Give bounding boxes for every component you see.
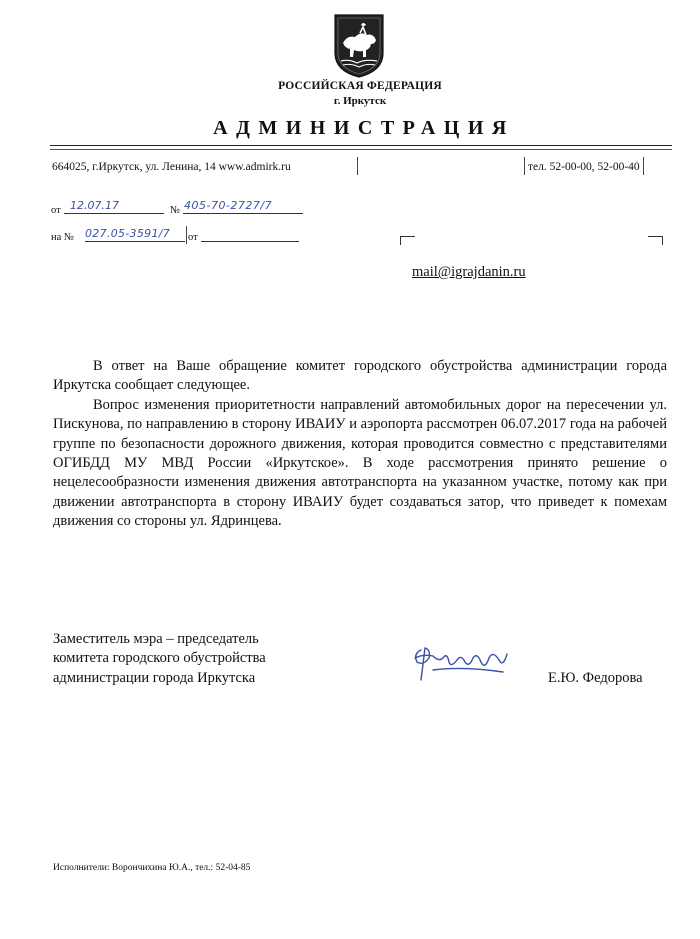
reference-label: на № [51, 232, 74, 243]
header-rule-thin [50, 149, 672, 150]
header-rule [50, 145, 672, 146]
position-line: комитета городского обустройства [53, 650, 266, 667]
reference-separator [186, 226, 187, 244]
signatory-position [53, 630, 266, 688]
city-name: г. Иркутск [333, 95, 387, 107]
date-label: от [51, 205, 61, 216]
letter-body [53, 357, 667, 532]
reference-from-underline [201, 227, 299, 242]
body-paragraph: В ответ на Ваше обращение комитет городского обустройства администрации города Иркутска сообщает следующее. [53, 358, 667, 394]
handwritten-signature-icon [403, 640, 515, 690]
address-separator [357, 157, 358, 175]
addressee-corner-right [648, 236, 663, 245]
date-value: 12.07.17 [70, 199, 119, 212]
addressee-corner-left [400, 236, 415, 245]
number-value: 405-70-2727/7 [184, 199, 273, 212]
coat-of-arms-icon [333, 13, 385, 79]
executor-line: Исполнители: Ворончихина Ю.А., тел.: 52-04-85 [53, 863, 251, 873]
address-line: 664025, г.Иркутск, ул. Ленина, 14 www.admirk.ru [52, 161, 291, 173]
position-line: администрации города Иркутска [53, 669, 256, 686]
body-paragraph: Вопрос изменения приоритетности направлений автомобильных дорог на пересечении ул. Пискунова, по направлению в сторону ИВАИУ и аэропорта рассмотрен 06.07.2017 года на рабочей группе по безопасности дорожного движения, которая проводится совместно с представителями ОГИБДД МУ МВД России «Иркутское». В ходе рассмотрения принято решение о нецелесообразности изменения движения автотранспорта на указанном участке, потому как при движении автотранспорта в сторону ИВАИУ будет создаваться затор, что приведет к помехам движения со стороны ул. Ядринцева. [53, 396, 667, 530]
document-title: АДМИНИСТРАЦИЯ [213, 117, 515, 139]
number-label: № [170, 205, 181, 216]
reference-value: 027.05-3591/7 [85, 227, 171, 240]
reference-from-label: от [188, 232, 198, 243]
signatory-name: Е.Ю. Федорова [548, 670, 643, 686]
recipient-email: mail@igrajdanin.ru [412, 264, 526, 280]
phone-line: тел. 52-00-00, 52-00-40 [528, 161, 640, 173]
position-line: Заместитель мэра – председатель [53, 631, 259, 647]
country-name: РОССИЙСКАЯ ФЕДЕРАЦИЯ [278, 80, 442, 92]
